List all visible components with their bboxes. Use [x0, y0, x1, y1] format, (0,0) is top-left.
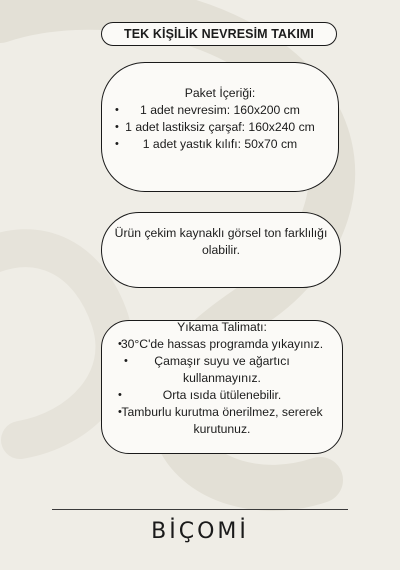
washing-item-text: kullanmayınız.: [183, 371, 261, 385]
washing-item-text: Orta ısıda ütülenebilir.: [162, 388, 282, 402]
bullet-icon: •: [118, 389, 122, 401]
list-item: [102, 353, 342, 387]
list-item: [102, 336, 342, 353]
list-item: [102, 136, 338, 153]
bullet-icon: •: [115, 138, 119, 150]
page-title-text: TEK KİŞİLİK NEVRESİM TAKIMI: [124, 27, 314, 41]
list-item: [102, 387, 342, 404]
list-item: [102, 119, 338, 136]
disclaimer-line: Ürün çekim kaynaklı görsel ton farklılığı: [114, 226, 328, 240]
page-title: [101, 22, 337, 46]
color-disclaimer-card: [101, 212, 341, 288]
package-item-text: 1 adet yastık kılıfı: 50x70 cm: [142, 137, 298, 151]
washing-instructions-card: [101, 320, 343, 454]
package-heading: Paket İçeriği:: [184, 86, 256, 100]
washing-heading: Yıkama Talimatı:: [177, 320, 267, 334]
package-contents-card: [101, 62, 339, 192]
bullet-icon: •: [115, 104, 119, 116]
package-list: [102, 102, 338, 153]
washing-item-text: 30°C'de hassas programda yıkayınız.: [120, 337, 324, 351]
brand-logo: BİÇOMİ: [151, 519, 249, 544]
bullet-icon: •: [115, 121, 119, 133]
package-item-text: 1 adet lastiksiz çarşaf: 160x240 cm: [125, 120, 315, 134]
bullet-icon: •: [118, 338, 122, 350]
washing-list: [102, 336, 342, 438]
disclaimer-line: olabilir.: [202, 243, 240, 257]
washing-item-text: kurutunuz.: [193, 422, 251, 436]
bullet-icon: •: [124, 355, 128, 367]
package-item-text: 1 adet nevresim: 160x200 cm: [140, 103, 300, 117]
washing-item-text: Çamaşır suyu ve ağartıcı: [154, 354, 290, 368]
bullet-icon: •: [118, 406, 122, 418]
list-item: [102, 404, 342, 438]
washing-item-text: Tamburlu kurutma önerilmez, sererek: [121, 405, 323, 419]
footer-divider: [52, 509, 348, 510]
list-item: [102, 102, 338, 119]
